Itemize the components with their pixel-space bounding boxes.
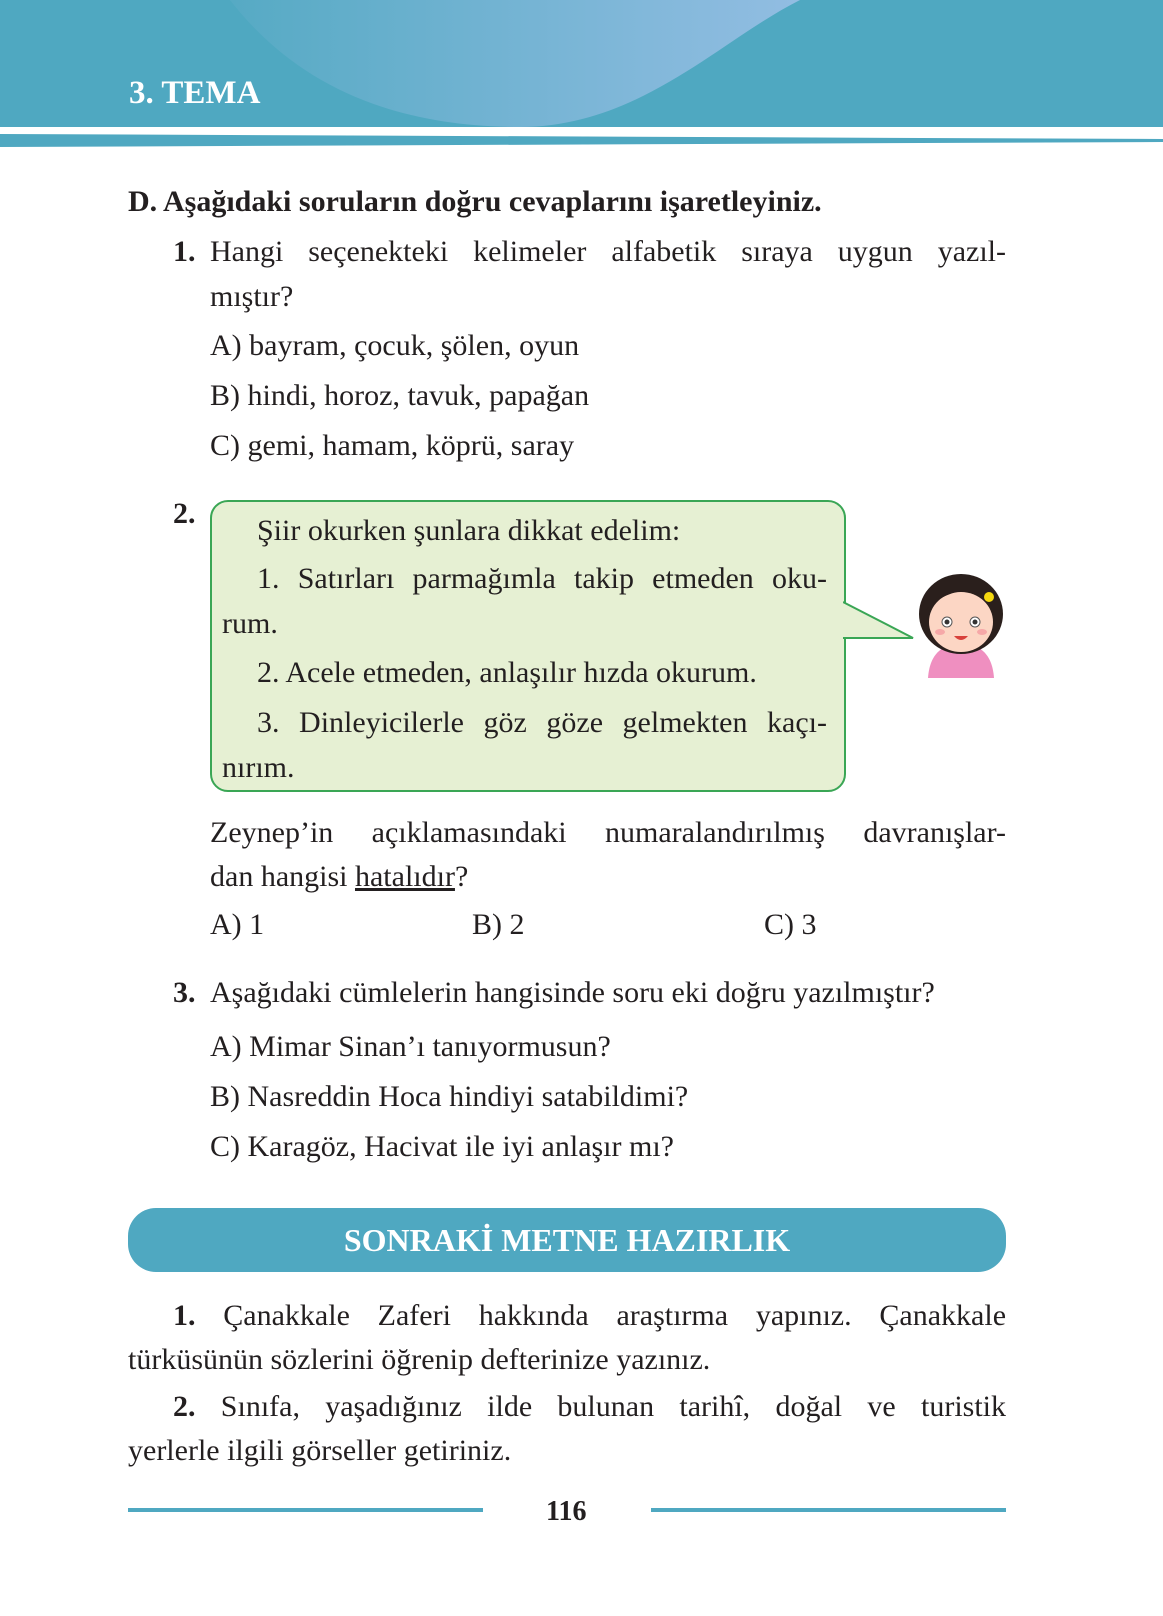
next-text-banner: SONRAKİ METNE HAZIRLIK [128, 1208, 1006, 1272]
q1-option-b[interactable]: B) hindi, horoz, tavuk, papağan [210, 379, 590, 412]
prep-item-1-text: Çanakkale Zaferi hakkında araştırma yapınız. Çanakkale [223, 1299, 1007, 1332]
q1-text: Hangi seçenekteki kelimeler alfabetik sıraya uygun yazıl- [210, 235, 1006, 268]
prep-item-2 [128, 1389, 1006, 1425]
q2-text-part: dan hangisi [210, 860, 355, 893]
footer-line-right [651, 1508, 1006, 1512]
prep-item-1 [128, 1298, 1006, 1334]
bubble-title: Şiir okurken şunlara dikkat edelim: [257, 514, 681, 547]
q2-option-a[interactable]: A) 1 [210, 908, 265, 941]
q2-text-cont [210, 859, 468, 895]
page-number: 116 [546, 1496, 587, 1527]
bubble-item-1-cont: rum. [222, 607, 278, 640]
girl-zeynep-illustration [916, 570, 1006, 678]
prep-item-2-cont: yerlerle ilgili görseller getiriniz. [128, 1434, 512, 1467]
q1-option-a[interactable]: A) bayram, çocuk, şölen, oyun [210, 329, 580, 362]
q2-number: 2. [173, 497, 196, 530]
q2-option-b[interactable]: B) 2 [472, 908, 525, 941]
section-heading: D. Aşağıdaki soruların doğru cevaplarını işaretleyiniz. [128, 185, 822, 218]
prep-item-1-number: 1. [173, 1299, 196, 1332]
q2-underlined-word: hatalıdır [354, 860, 455, 893]
header-stripe [0, 133, 1163, 147]
bubble-item-3: 3. Dinleyicilerle göz göze gelmekten kaçı- [257, 706, 827, 739]
q3-option-b[interactable]: B) Nasreddin Hoca hindiyi satabildimi? [210, 1080, 689, 1113]
q1-number: 1. [173, 235, 196, 268]
prep-item-2-text: Sınıfa, yaşadığınız ilde bulunan tarihî, doğal ve turistik [220, 1390, 1007, 1423]
q1-text-cont: mıştır? [210, 280, 294, 313]
q3-text: Aşağıdaki cümlelerin hangisinde soru eki doğru yazılmıştır? [210, 976, 935, 1009]
speech-bubble-tail [843, 600, 915, 642]
q1-option-c[interactable]: C) gemi, hamam, köprü, saray [210, 429, 575, 462]
q2-option-c[interactable]: C) 3 [764, 908, 817, 941]
q3-option-c[interactable]: C) Karagöz, Hacivat ile iyi anlaşır mı? [210, 1130, 674, 1163]
bubble-item-1: 1. Satırları parmağımla takip etmeden oku- [257, 562, 827, 595]
theme-title: 3. TEMA [129, 75, 261, 111]
q3-number: 3. [173, 976, 196, 1009]
prep-item-1-cont: türküsünün sözlerini öğrenip defterinize yazınız. [128, 1343, 711, 1376]
prep-item-2-number: 2. [173, 1390, 196, 1423]
footer-line-left [128, 1508, 483, 1512]
bubble-item-2: 2. Acele etmeden, anlaşılır hızda okurum. [257, 656, 757, 689]
header-banner [0, 0, 1163, 127]
q3-option-a[interactable]: A) Mimar Sinan’ı tanıyormusun? [210, 1030, 611, 1063]
q2-text: Zeynep’in açıklamasındaki numaralandırılmış davranışlar- [210, 816, 1006, 849]
q2-text-qmark: ? [454, 860, 469, 893]
bubble-item-3-cont: nırım. [222, 751, 295, 784]
